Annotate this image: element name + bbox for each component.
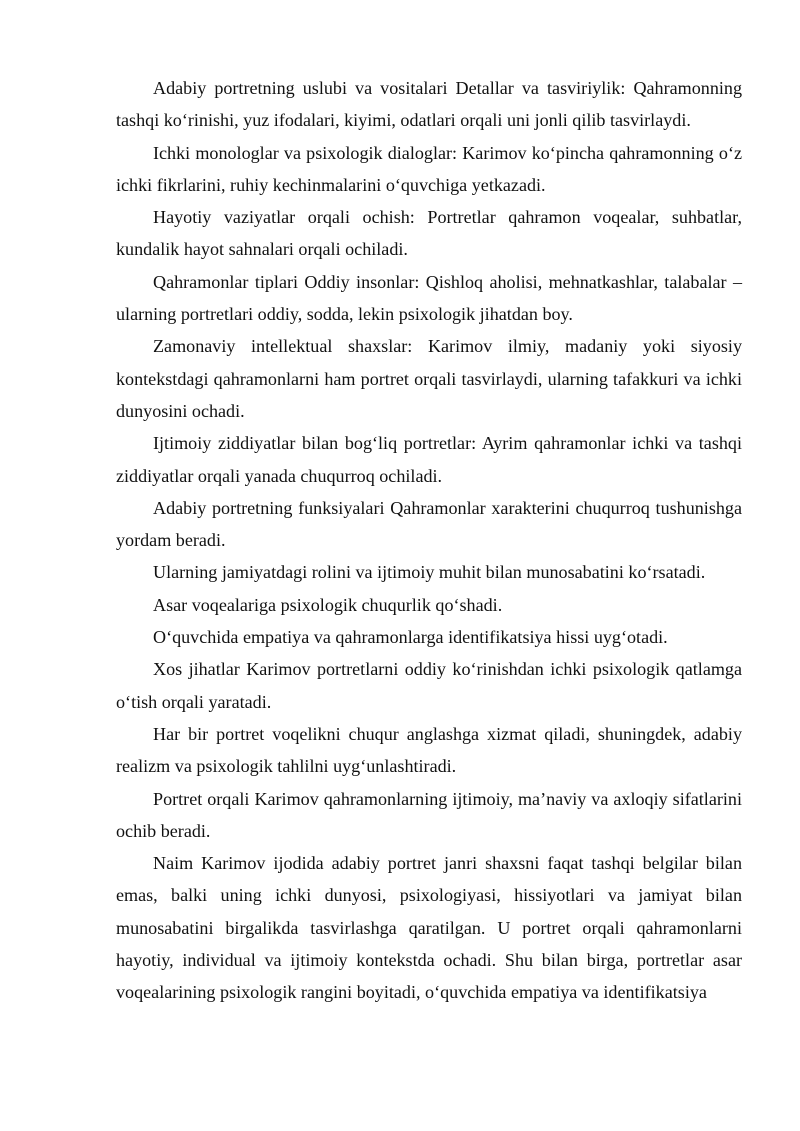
paragraph-social-role: Ularning jamiyatdagi rolini va ijtimoiy muhit bilan munosabatini ko‘rsatadi. xyxy=(153,562,706,583)
paragraph-style-tools: Adabiy portretning uslubi va vositalari Detallar va tasviriylik: Qahramonning tashqi ko‘rinishi, yuz ifodalari, kiyimi, odatlari orqali uni jonli qilib tasvirlaydi. xyxy=(116,78,742,131)
paragraph-distinctive-features: Xos jihatlar Karimov portretlarni oddiy ko‘rinishdan ichki psixologik qatlamga o‘tish orqali yaratadi. xyxy=(116,659,742,712)
paragraph-psychological-depth: Asar voqealariga psixologik chuqurlik qo‘shadi. xyxy=(153,594,503,615)
paragraph-realism: Har bir portret voqelikni chuqur anglashga xizmat qiladi, shuningdek, adabiy realizm va psixologik tahlilni uyg‘unlashtiradi. xyxy=(116,723,742,777)
paragraph-intellectuals: Zamonaviy intellektual shaxslar: Karimov ilmiy, madaniy yoki siyosiy kontekstdagi qahramonlarni ham portret orqali tasvirlaydi, ularning tafakkuri va ichki dunyosini ochadi. xyxy=(116,336,742,421)
paragraph-moral-qualities: Portret orqali Karimov qahramonlarning ijtimoiy, ma’naviy va axloqiy sifatlarini ochib beradi. xyxy=(116,788,742,841)
paragraph-empathy: O‘quvchida empatiya va qahramonlarga identifikatsiya hissi uyg‘otadi. xyxy=(153,627,668,648)
paragraph-social-conflicts: Ijtimoiy ziddiyatlar bilan bog‘liq portretlar: Ayrim qahramonlar ichki va tashqi ziddiyatlar orqali yanada chuqurroq ochiladi. xyxy=(116,433,742,486)
paragraph-life-situations: Hayotiy vaziyatlar orqali ochish: Portretlar qahramon voqealar, suhbatlar, kundalik hayot sahnalari orqali ochiladi. xyxy=(116,207,742,260)
paragraph-portrait-functions: Adabiy portretning funksiyalari Qahramonlar xarakterini chuqurroq tushunishga yordam beradi. xyxy=(116,497,742,551)
paragraph-inner-monologues: Ichki monologlar va psixologik dialoglar: Karimov ko‘pincha qahramonning o‘z ichki fikrlarini, ruhiy kechinmalarini o‘quvchiga yetkazadi. xyxy=(116,142,742,195)
document-page xyxy=(116,72,742,1009)
paragraph-hero-types: Qahramonlar tiplari Oddiy insonlar: Qishloq aholisi, mehnatkashlar, talabalar – ularning portretlari oddiy, sodda, lekin psixologik jihatdan boy. xyxy=(116,271,742,325)
paragraph-conclusion: Naim Karimov ijodida adabiy portret janri shaxsni faqat tashqi belgilar bilan emas, balki uning ichki dunyosi, psixologiyasi, hissiyotlari va jamiyat bilan munosabatini birgalikda tasvirlashga qaratilgan. U portret orqali qahramonlarni hayotiy, individual va ijtimoiy kontekstda ochadi. Shu bilan birga, portretlar asar voqealarining psixologik rangini boyitadi, o‘quvchida empatiya va identifikatsiya xyxy=(116,853,742,1003)
